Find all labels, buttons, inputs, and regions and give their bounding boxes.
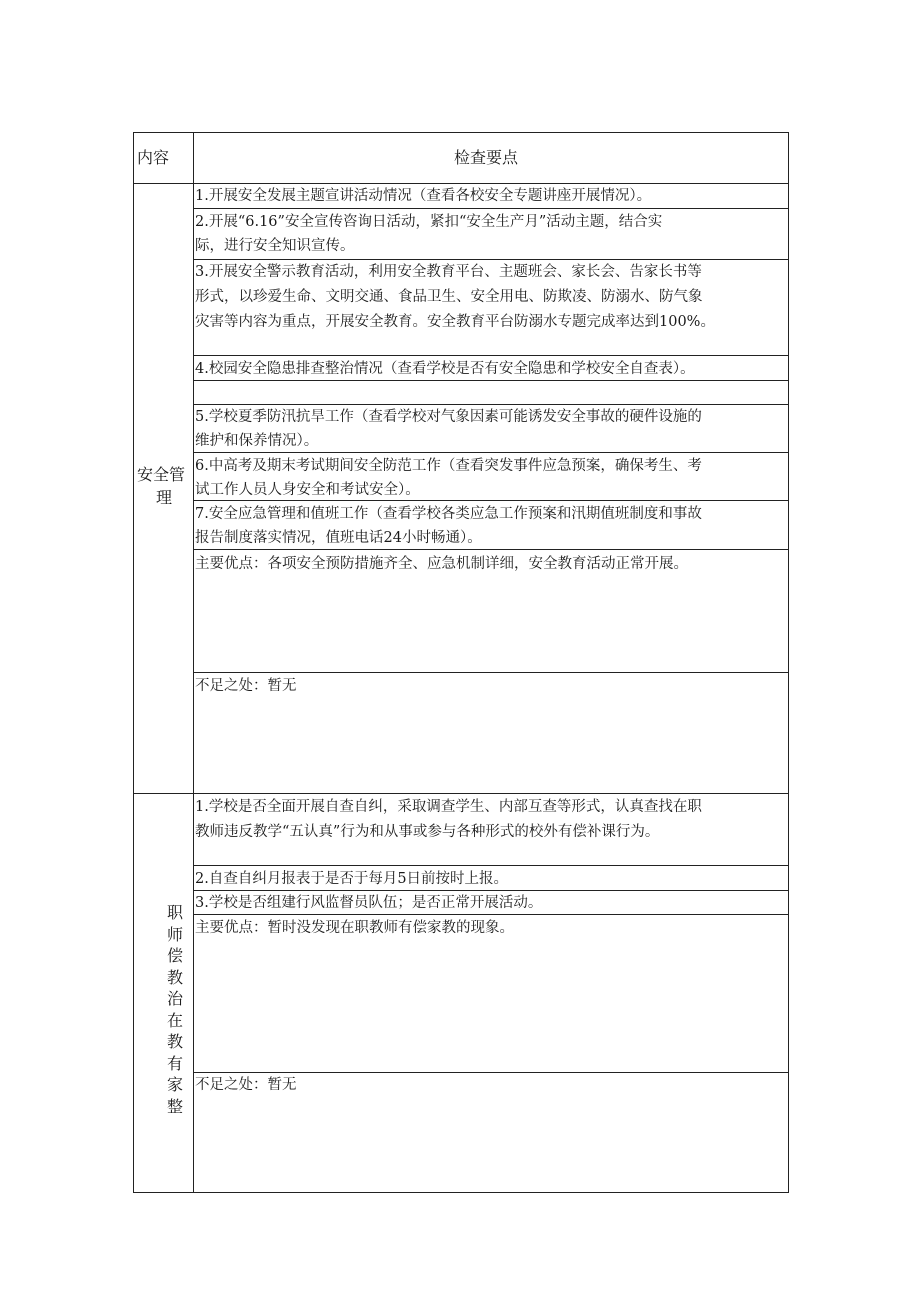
safety-item-3-line3: 灾害等内容为重点，开展安全教育。安全教育平台防溺水专题完成率达到100%。 (195, 314, 715, 330)
row-divider (193, 865, 788, 866)
safety-item-7-line1: 7.安全应急管理和值班工作（查看学校各类应急工作预案和汛期值班制度和事故 (195, 506, 702, 522)
safety-weaknesses: 不足之处：暂无 (195, 678, 297, 694)
safety-item-3-line1: 3.开展安全警示教育活动，利用安全教育平台、主题班会、家长会、告家长书等 (195, 264, 702, 280)
tutoring-item-1-line2: 教师违反教学“五认真”行为和从事或参与各种形式的校外有偿补课行为。 (195, 824, 660, 840)
safety-item-2-line2: 际，进行安全知识宣传。 (195, 238, 355, 254)
tutoring-weaknesses: 不足之处：暂无 (195, 1077, 297, 1093)
safety-strengths: 主要优点：各项安全预防措施齐全、应急机制详细，安全教育活动正常开展。 (195, 556, 688, 572)
row-divider (193, 208, 788, 209)
category-safety-line1: 安全管 (137, 465, 186, 484)
inspection-table (133, 132, 789, 1193)
safety-item-4: 4.校园安全隐患排查整治情况（查看学校是否有安全隐患和学校安全自查表）。 (195, 361, 695, 377)
safety-item-2-line1: 2.开展“6.16”安全宣传咨询日活动，紧扣“安全生产月”活动主题，结合实 (195, 214, 663, 230)
header-checkpoints-label: 检查要点 (454, 148, 519, 167)
safety-item-1: 1.开展安全发展主题宣讲活动情况（查看各校安全专题讲座开展情况）。 (195, 188, 652, 204)
tutoring-item-2: 2.自查自纠月报表于是否于每月5日前按时上报。 (195, 871, 509, 887)
category-safety-line2: 理 (156, 488, 173, 507)
category-paid-tutoring: 职师偿教治在教有家整 (166, 903, 183, 1116)
tutoring-item-3: 3.学校是否组建行风监督员队伍；是否正常开展活动。 (195, 895, 543, 911)
safety-item-7-line2: 报告制度落实情况，值班电话24小时畅通）。 (195, 530, 482, 546)
safety-item-5-line2: 维护和保养情况）。 (195, 433, 319, 449)
safety-item-3-line2: 形式，以珍爱生命、文明交通、食品卫生、安全用电、防欺凌、防溺水、防气象 (195, 289, 703, 305)
section-divider (134, 793, 788, 794)
row-divider (193, 355, 788, 356)
header-content-label: 内容 (137, 148, 170, 167)
row-divider (193, 672, 788, 673)
safety-item-6-line2: 试工作人员人身安全和考试安全）。 (195, 482, 420, 498)
tutoring-item-1-line1: 1.学校是否全面开展自查自纠，采取调查学生、内部互查等形式，认真查找在职 (195, 799, 702, 815)
column-divider (193, 133, 194, 1192)
safety-item-6-line1: 6.中高考及期末考试期间安全防范工作（查看突发事件应急预案，确保考生、考 (195, 458, 702, 474)
tutoring-strengths: 主要优点：暂时没发现在职教师有偿家教的现象。 (195, 920, 514, 936)
safety-item-5-line1: 5.学校夏季防汛抗旱工作（查看学校对气象因素可能诱发安全事故的硬件设施的 (195, 409, 702, 425)
